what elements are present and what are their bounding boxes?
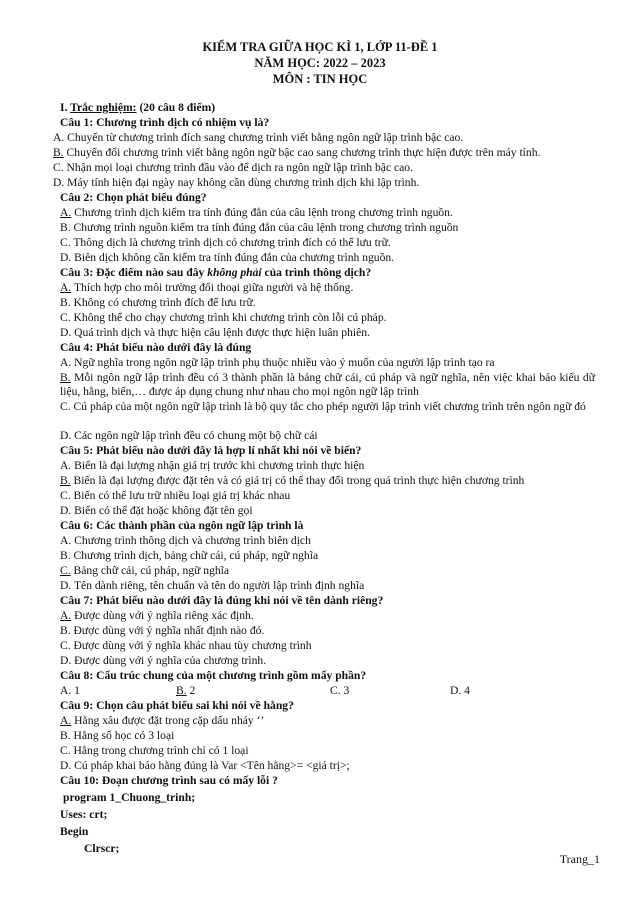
school-year: NĂM HỌC: 2022 – 2023 — [254, 56, 386, 70]
q6-option-a: A. Chương trình thông dịch và chương trình biên dịch — [60, 534, 311, 547]
q2-option-d: D. Biên dịch không cần kiểm tra tính đúng đắn của chương trình nguồn. — [60, 251, 395, 264]
q6-option-d: D. Tên dành riêng, tên chuẩn và tên do người lập trình định nghĩa — [60, 579, 365, 592]
q4-option-b: B. Mỗi ngôn ngữ lập trình đều có 3 thành phần là bảng chữ cái, cú pháp và ngữ nghĩa, nên việc khai báo kiểu dữ liệu, hằng, biến,… được áp dụng chung như nhau cho mọi ngôn ngữ lập trình — [60, 371, 595, 398]
question-2: Câu 2: Chọn phát biểu đúng? — [60, 191, 207, 204]
question-4: Câu 4: Phát biểu nào dưới đây là đúng — [60, 341, 252, 354]
q1-option-a: A. Chuyển từ chương trình đích sang chương trình viết bằng ngôn ngữ lập trình bậc cao. — [53, 131, 464, 144]
exam-title: KIỂM TRA GIỮA HỌC KÌ 1, LỚP 11-ĐỀ 1 — [202, 40, 438, 54]
q2-option-a: A. Chương trình dịch kiểm tra tính đúng đắn của câu lệnh trong chương trình nguồn. — [60, 206, 453, 219]
q1-option-b: B. Chuyển đổi chương trình viết bằng ngôn ngữ bậc cao sang chương trình thực hiện được trên máy tính. — [53, 146, 541, 159]
question-3: Câu 3: Đặc điểm nào sau đây không phải của trình thông dịch? — [60, 266, 372, 279]
q3-option-c: C. Không thể cho chạy chương trình khi chương trình còn lỗi cú pháp. — [60, 311, 387, 324]
q5-option-a: A. Biến là đại lượng nhận giá trị trước khi chương trình thực hiện — [60, 459, 365, 472]
q8-option-c: C. 3 — [330, 684, 350, 697]
q5-option-d: D. Biến có thể đặt hoặc không đặt tên gọi — [60, 504, 253, 517]
q5-option-b: B. Biến là đại lượng được đặt tên và có giá trị có thể thay đổi trong quá trình thực hiện chương trình — [60, 474, 525, 487]
q7-option-a: A. Được dùng với ý nghĩa riêng xác định. — [60, 609, 254, 622]
q9-option-a: A. Hằng xâu được đặt trong cặp dấu nháy ‘’ — [60, 714, 265, 727]
question-6: Câu 6: Các thành phần của ngôn ngữ lập trình là — [60, 519, 304, 532]
question-10: Câu 10: Đoạn chương trình sau có mấy lỗi ? — [60, 774, 278, 787]
code-line-4: Clrscr; — [84, 842, 120, 855]
question-9: Câu 9: Chọn câu phát biểu sai khi nói về hằng? — [60, 699, 294, 712]
q1-option-c: C. Nhận mọi loại chương trình đầu vào để dịch ra ngôn ngữ lập trình bậc cao. — [53, 161, 413, 174]
q9-option-c: C. Hằng trong chương trình chỉ có 1 loại — [60, 744, 249, 757]
page-number: Trang_1 — [559, 852, 600, 866]
question-8: Câu 8: Cấu trúc chung của một chương trình gồm mấy phần? — [60, 669, 367, 682]
q5-option-c: C. Biến có thể lưu trữ nhiều loại giá trị khác nhau — [60, 489, 291, 502]
question-5: Câu 5: Phát biểu nào dưới đây là hợp lí nhất khi nói về biến? — [60, 444, 362, 457]
q9-option-d: D. Cú pháp khai báo hằng đúng là Var <Tên hằng>= <giá trị>; — [60, 759, 350, 772]
question-7: Câu 7: Phát biểu nào dưới đây là đúng khi nói về tên dành riêng? — [60, 594, 384, 607]
q9-option-b: B. Hằng số học có 3 loại — [60, 729, 175, 742]
q7-option-c: C. Được dùng với ý nghĩa khác nhau tùy chương trình — [60, 639, 312, 652]
q7-option-b: B. Được dùng với ý nghĩa nhất định nào đó. — [60, 624, 265, 637]
section-heading: I. Trắc nghiệm: (20 câu 8 điểm) — [60, 101, 216, 114]
q4-option-c: C. Cú pháp của một ngôn ngữ lập trình là bộ quy tắc cho phép người lập trình viết chương trình trên ngôn ngữ đó — [60, 400, 586, 413]
code-line-1: program 1_Chuong_trinh; — [63, 791, 196, 804]
q6-option-b: B. Chương trình dịch, bảng chữ cái, cú pháp, ngữ nghĩa — [60, 549, 319, 562]
q6-option-c: C. Bảng chữ cái, cú pháp, ngữ nghĩa — [60, 564, 230, 577]
code-line-2: Uses: crt; — [60, 808, 108, 821]
q7-option-d: D. Được dùng với ý nghĩa của chương trình. — [60, 654, 267, 667]
q2-option-b: B. Chương trình nguồn kiểm tra tính đúng đắn của câu lệnh trong chương trình nguồn — [60, 221, 459, 234]
q8-option-a: A. 1 — [60, 684, 80, 697]
subject-title: MÔN : TIN HỌC — [272, 72, 368, 86]
q3-option-a: A. Thích hợp cho môi trường đối thoại giữa người và hệ thống. — [60, 281, 354, 294]
q1-option-d: D. Máy tính hiện đại ngày nay không cần dùng chương trình dịch khi lập trình. — [53, 176, 420, 189]
q8-option-d: D. 4 — [450, 684, 470, 697]
question-1: Câu 1: Chương trình dịch có nhiệm vụ là? — [60, 116, 270, 129]
code-line-3: Begin — [60, 825, 89, 838]
q3-option-b: B. Không có chương trình đích để lưu trữ. — [60, 296, 256, 309]
q4-option-a: A. Ngữ nghĩa trong ngôn ngữ lập trình phụ thuộc nhiều vào ý muốn của người lập trình tạo ra — [60, 356, 495, 369]
q3-option-d: D. Quá trình dịch và thực hiện câu lệnh được thực hiện luân phiên. — [60, 326, 370, 339]
q8-option-b: B. 2 — [176, 684, 196, 697]
q2-option-c: C. Thông dịch là chương trình dịch có chương trình đích có thể lưu trữ. — [60, 236, 391, 249]
q4-option-d: D. Các ngôn ngữ lập trình đều có chung một bộ chữ cái — [60, 429, 318, 442]
